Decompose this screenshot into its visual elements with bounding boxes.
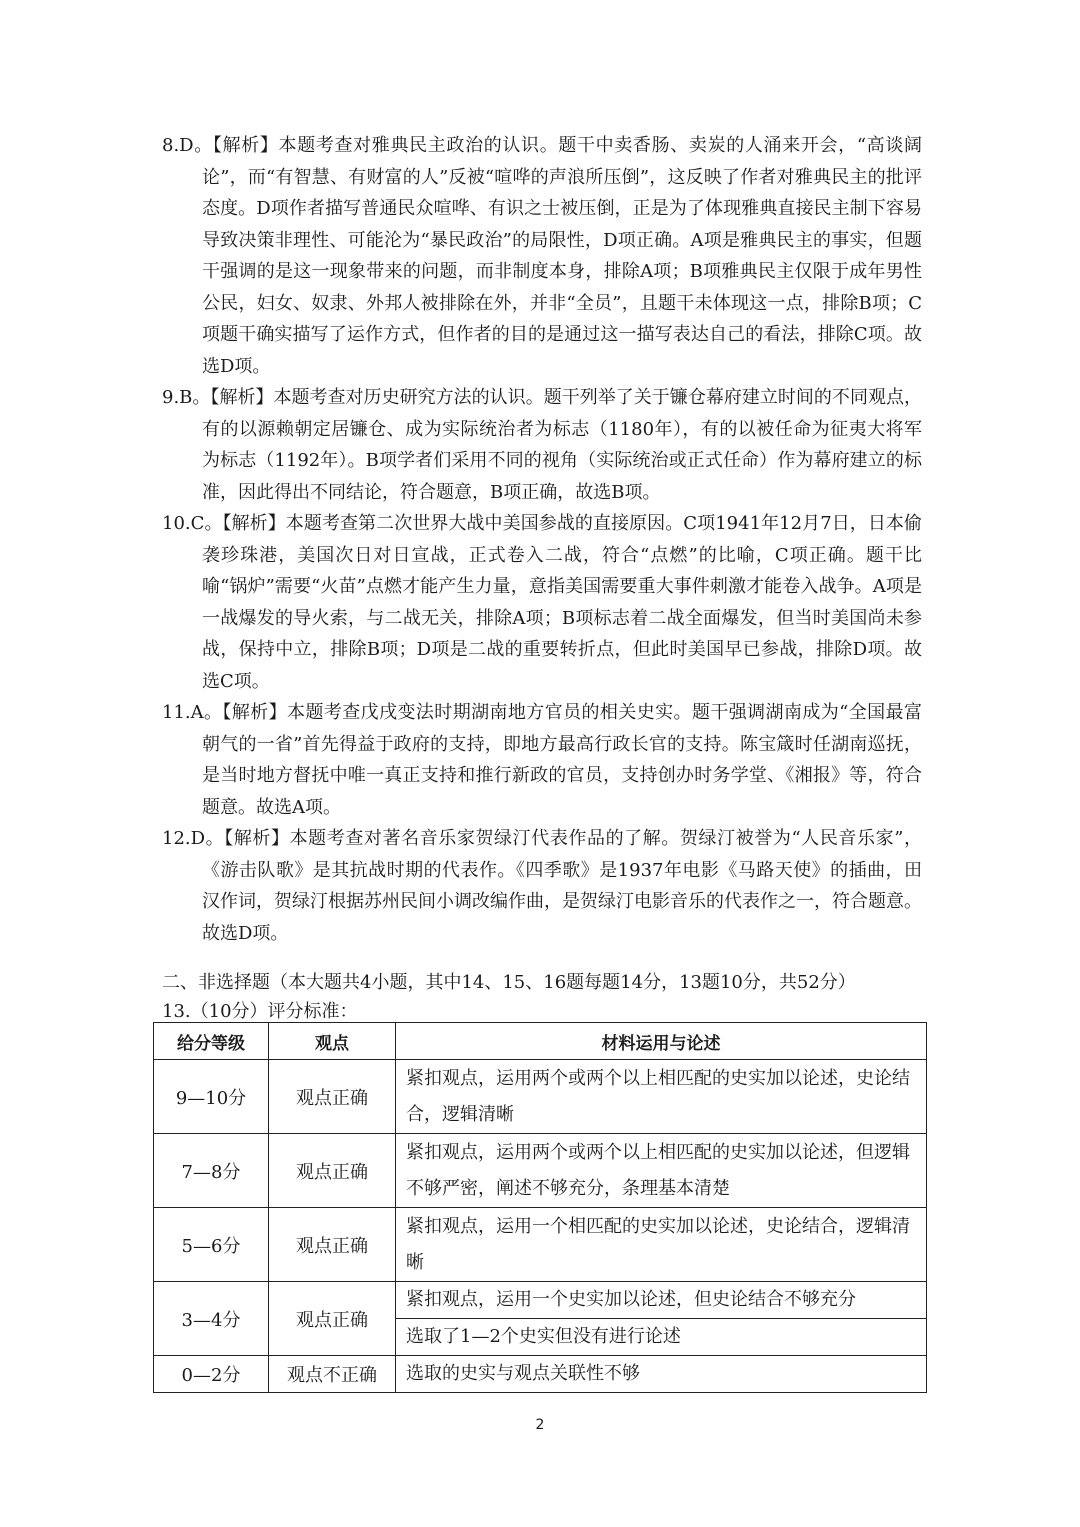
question-13-label: 13.（10分）评分标准：: [162, 1001, 358, 1022]
answer-explanations: [162, 130, 922, 949]
view-cell: 观点不正确: [269, 1356, 396, 1393]
level-cell: 3—4分: [154, 1282, 269, 1356]
table-row: [154, 1134, 927, 1208]
answer-12: 12.D。【解析】本题考查对著名音乐家贺绿汀代表作品的了解。贺绿汀被誉为“人民音乐家”，《游击队歌》是其抗战时期的代表作。《四季歌》是1937年电影《马路天使》的插曲，田汉作词，贺绿汀根据苏州民间小调改编作曲，是贺绿汀电影音乐的代表作之一，符合题意。故选D项。: [162, 828, 922, 944]
header-view: 观点: [269, 1023, 396, 1060]
view-cell: 观点正确: [269, 1060, 396, 1134]
level-cell: 7—8分: [154, 1134, 269, 1208]
answer-11: 11.A。【解析】本题考查戊戌变法时期湖南地方官员的相关史实。题干强调湖南成为“全国最富朝气的一省”首先得益于政府的支持，即地方最高行政长官的支持。陈宝箴时任湖南巡抚，是当时地方督抚中唯一真正支持和推行新政的官员，支持创办时务学堂、《湘报》等，符合题意。故选A项。: [162, 702, 922, 818]
desc-cell: 选取的史实与观点关联性不够: [396, 1356, 927, 1393]
view-cell: 观点正确: [269, 1282, 396, 1356]
header-level: 给分等级: [154, 1023, 269, 1060]
table-row: [154, 1282, 927, 1319]
header-desc: 材料运用与论述: [396, 1023, 927, 1060]
page-number: 2: [535, 1417, 545, 1433]
scoring-table: [153, 1022, 927, 1393]
answer-9: 9.B。【解析】本题考查对历史研究方法的认识。题干列举了关于镰仓幕府建立时间的不同观点，有的以源赖朝定居镰仓、成为实际统治者为标志（1180年），有的以被任命为征夷大将军为标志（1192年）。B项学者们采用不同的视角（实际统治或正式任命）作为幕府建立的标准，因此得出不同结论，符合题意，B项正确，故选B项。: [162, 387, 922, 503]
level-cell: 5—6分: [154, 1208, 269, 1282]
non-choice-section: [162, 968, 932, 1026]
view-cell: 观点正确: [269, 1134, 396, 1208]
level-cell: 0—2分: [154, 1356, 269, 1393]
desc-cell: 紧扣观点，运用一个相匹配的史实加以论述，史论结合，逻辑清晰: [396, 1208, 927, 1282]
table-row: [154, 1208, 927, 1282]
table-header-row: [154, 1023, 927, 1060]
answer-8: 8.D。【解析】本题考查对雅典民主政治的认识。题干中卖香肠、卖炭的人涌来开会，“高谈阔论”，而“有智慧、有财富的人”反被“喧哗的声浪所压倒”，这反映了作者对雅典民主的批评态度。D项作者描写普通民众喧哗、有识之士被压倒，正是为了体现雅典直接民主制下容易导致决策非理性、可能沦为“暴民政治”的局限性，D项正确。A项是雅典民主的事实，但题干强调的是这一现象带来的问题，而非制度本身，排除A项；B项雅典民主仅限于成年男性公民，妇女、奴隶、外邦人被排除在外，并非“全员”，且题干未体现这一点，排除B项；C项题干确实描写了运作方式，但作者的目的是通过这一描写表达自己的看法，排除C项。故选D项。: [162, 135, 922, 377]
level-cell: 9—10分: [154, 1060, 269, 1134]
desc-cell: 紧扣观点，运用两个或两个以上相匹配的史实加以论述，史论结合，逻辑清晰: [396, 1060, 927, 1134]
desc-cell: 紧扣观点，运用一个史实加以论述，但史论结合不够充分: [396, 1282, 927, 1319]
answer-10: 10.C。【解析】本题考查第二次世界大战中美国参战的直接原因。C项1941年12月7日，日本偷袭珍珠港，美国次日对日宣战，正式卷入二战，符合“点燃”的比喻，C项正确。题干比喻“锅炉”需要“火苗”点燃才能产生力量，意指美国需要重大事件刺激才能卷入战争。A项是一战爆发的导火索，与二战无关，排除A项；B项标志着二战全面爆发，但当时美国尚未参战，保持中立，排除B项；D项是二战的重要转折点，但此时美国早已参战，排除D项。故选C项。: [162, 513, 922, 692]
desc-cell: 紧扣观点，运用两个或两个以上相匹配的史实加以论述，但逻辑不够严密，阐述不够充分，条理基本清楚: [396, 1134, 927, 1208]
table-row: [154, 1060, 927, 1134]
view-cell: 观点正确: [269, 1208, 396, 1282]
section-heading: 二、非选择题（本大题共4小题，其中14、15、16题每题14分，13题10分，共52分）: [162, 972, 856, 993]
desc-cell: 选取了1—2个史实但没有进行论述: [396, 1319, 927, 1356]
table-row: [154, 1356, 927, 1393]
